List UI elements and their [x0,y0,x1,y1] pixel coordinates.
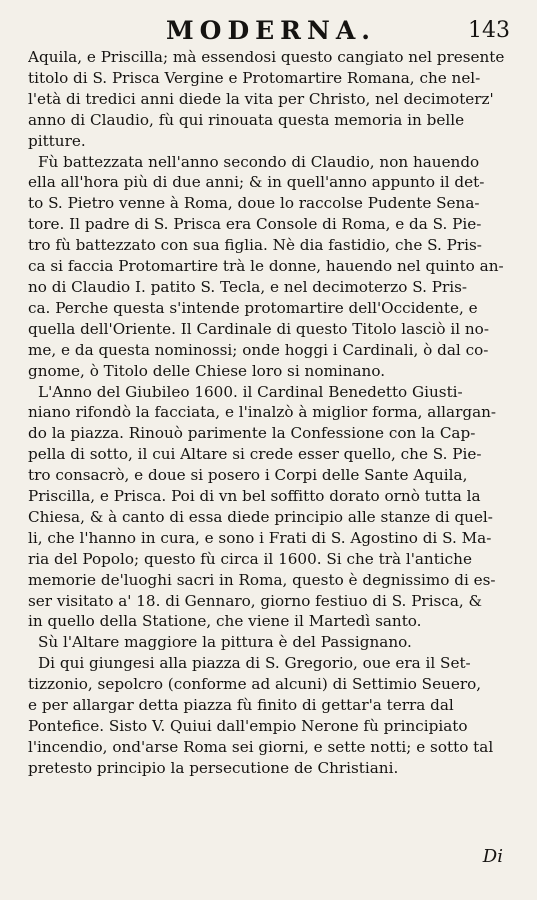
text-line: in quello della Statione, che viene il Martedì santo. [28,612,422,631]
text-line: Chiesa, & à canto di essa diede principio alle stanze di quel- [28,507,493,526]
text-line: pretesto principio la persecutione de Christiani. [28,758,399,777]
body-text [28,47,510,779]
text-line: no di Claudio I. patito S. Tecla, e nel decimoterzo S. Pris- [28,277,468,296]
text-line: ca si faccia Protomartire trà le donne, hauendo nel quinto an- [28,257,504,276]
text-line: to S. Pietro venne à Roma, doue lo raccolse Pudente Sena- [28,194,480,213]
page-header [0,14,537,48]
running-title: MODERNA. [166,16,376,45]
text-line: tore. Il padre di S. Prisca era Console di Roma, e da S. Pie- [28,215,482,234]
text-line: niano rifondò la facciata, e l'inalzò à miglior forma, allargan- [28,403,497,422]
paragraph [28,47,510,152]
paragraph [28,632,510,653]
text-line: ca. Perche questa s'intende protomartire dell'Occidente, e [28,298,478,317]
paragraph [28,653,510,778]
text-line: ser visitato a' 18. di Gennaro, giorno festiuo di S. Prisca, & [28,591,483,610]
text-line: Fù battezzata nell'anno secondo di Claudio, non hauendo [38,152,480,171]
text-line: Priscilla, e Prisca. Poi di vn bel soffitto dorato ornò tutta la [28,487,481,506]
text-line: Aquila, e Priscilla; mà essendosi questo cangiato nel presente [28,48,505,66]
text-line: l'incendio, ond'arse Roma sei giorni, e sette notti; e sotto tal [28,737,494,756]
text-line: me, e da questa nominossi; onde hoggi i Cardinali, ò dal co- [28,340,489,359]
paragraph [28,382,510,633]
text-line: tro consacrò, e doue si posero i Corpi delle Sante Aquila, [28,466,468,485]
text-line: ria del Popolo; questo fù circa il 1600. Si che trà l'antiche [28,549,472,568]
text-line: e per allargar detta piazza fù finito di gettar'a terra dal [28,696,454,715]
text-line: titolo di S. Prisca Vergine e Protomartire Romana, che nel- [28,68,481,87]
text-line: anno di Claudio, fù qui rinouata questa memoria in belle [28,110,465,129]
page-number: 143 [468,18,510,43]
text-line: memorie de'luoghi sacri in Roma, questo è degnissimo di es- [28,570,496,589]
text-line: Pontefice. Sisto V. Quiui dall'empio Nerone fù principiato [28,717,468,735]
text-line: gnome, ò Titolo delle Chiese loro si nominano. [28,361,386,380]
text-line: tro fù battezzato con sua figlia. Nè dia fastidio, che S. Pris- [28,236,482,255]
text-line: do la piazza. Rinouò parimente la Confessione con la Cap- [28,424,476,443]
text-line: l'età di tredici anni diede la vita per Christo, nel decimoterz' [28,89,494,108]
text-line: pella di sotto, il cui Altare si crede esser quello, che S. Pie- [28,445,482,464]
text-line: Di qui giungesi alla piazza di S. Gregorio, oue era il Set- [38,654,471,673]
text-line: li, che l'hanno in cura, e sono i Frati di S. Agostino di S. Ma- [28,528,492,547]
text-line: ella all'hora più di due anni; & in quell'anno appunto il det- [28,173,485,192]
paragraph [28,152,510,382]
text-line: L'Anno del Giubileo 1600. il Cardinal Benedetto Giusti- [38,382,463,401]
catchword: Di [482,846,503,867]
text-line: pitture. [28,131,86,150]
text-line: tizzonio, sepolcro (conforme ad alcuni) di Settimio Seuero, [28,675,482,694]
text-line: Sù l'Altare maggiore la pittura è del Passignano. [38,633,412,652]
text-line: quella dell'Oriente. Il Cardinale di questo Titolo lasciò il no- [28,319,489,338]
